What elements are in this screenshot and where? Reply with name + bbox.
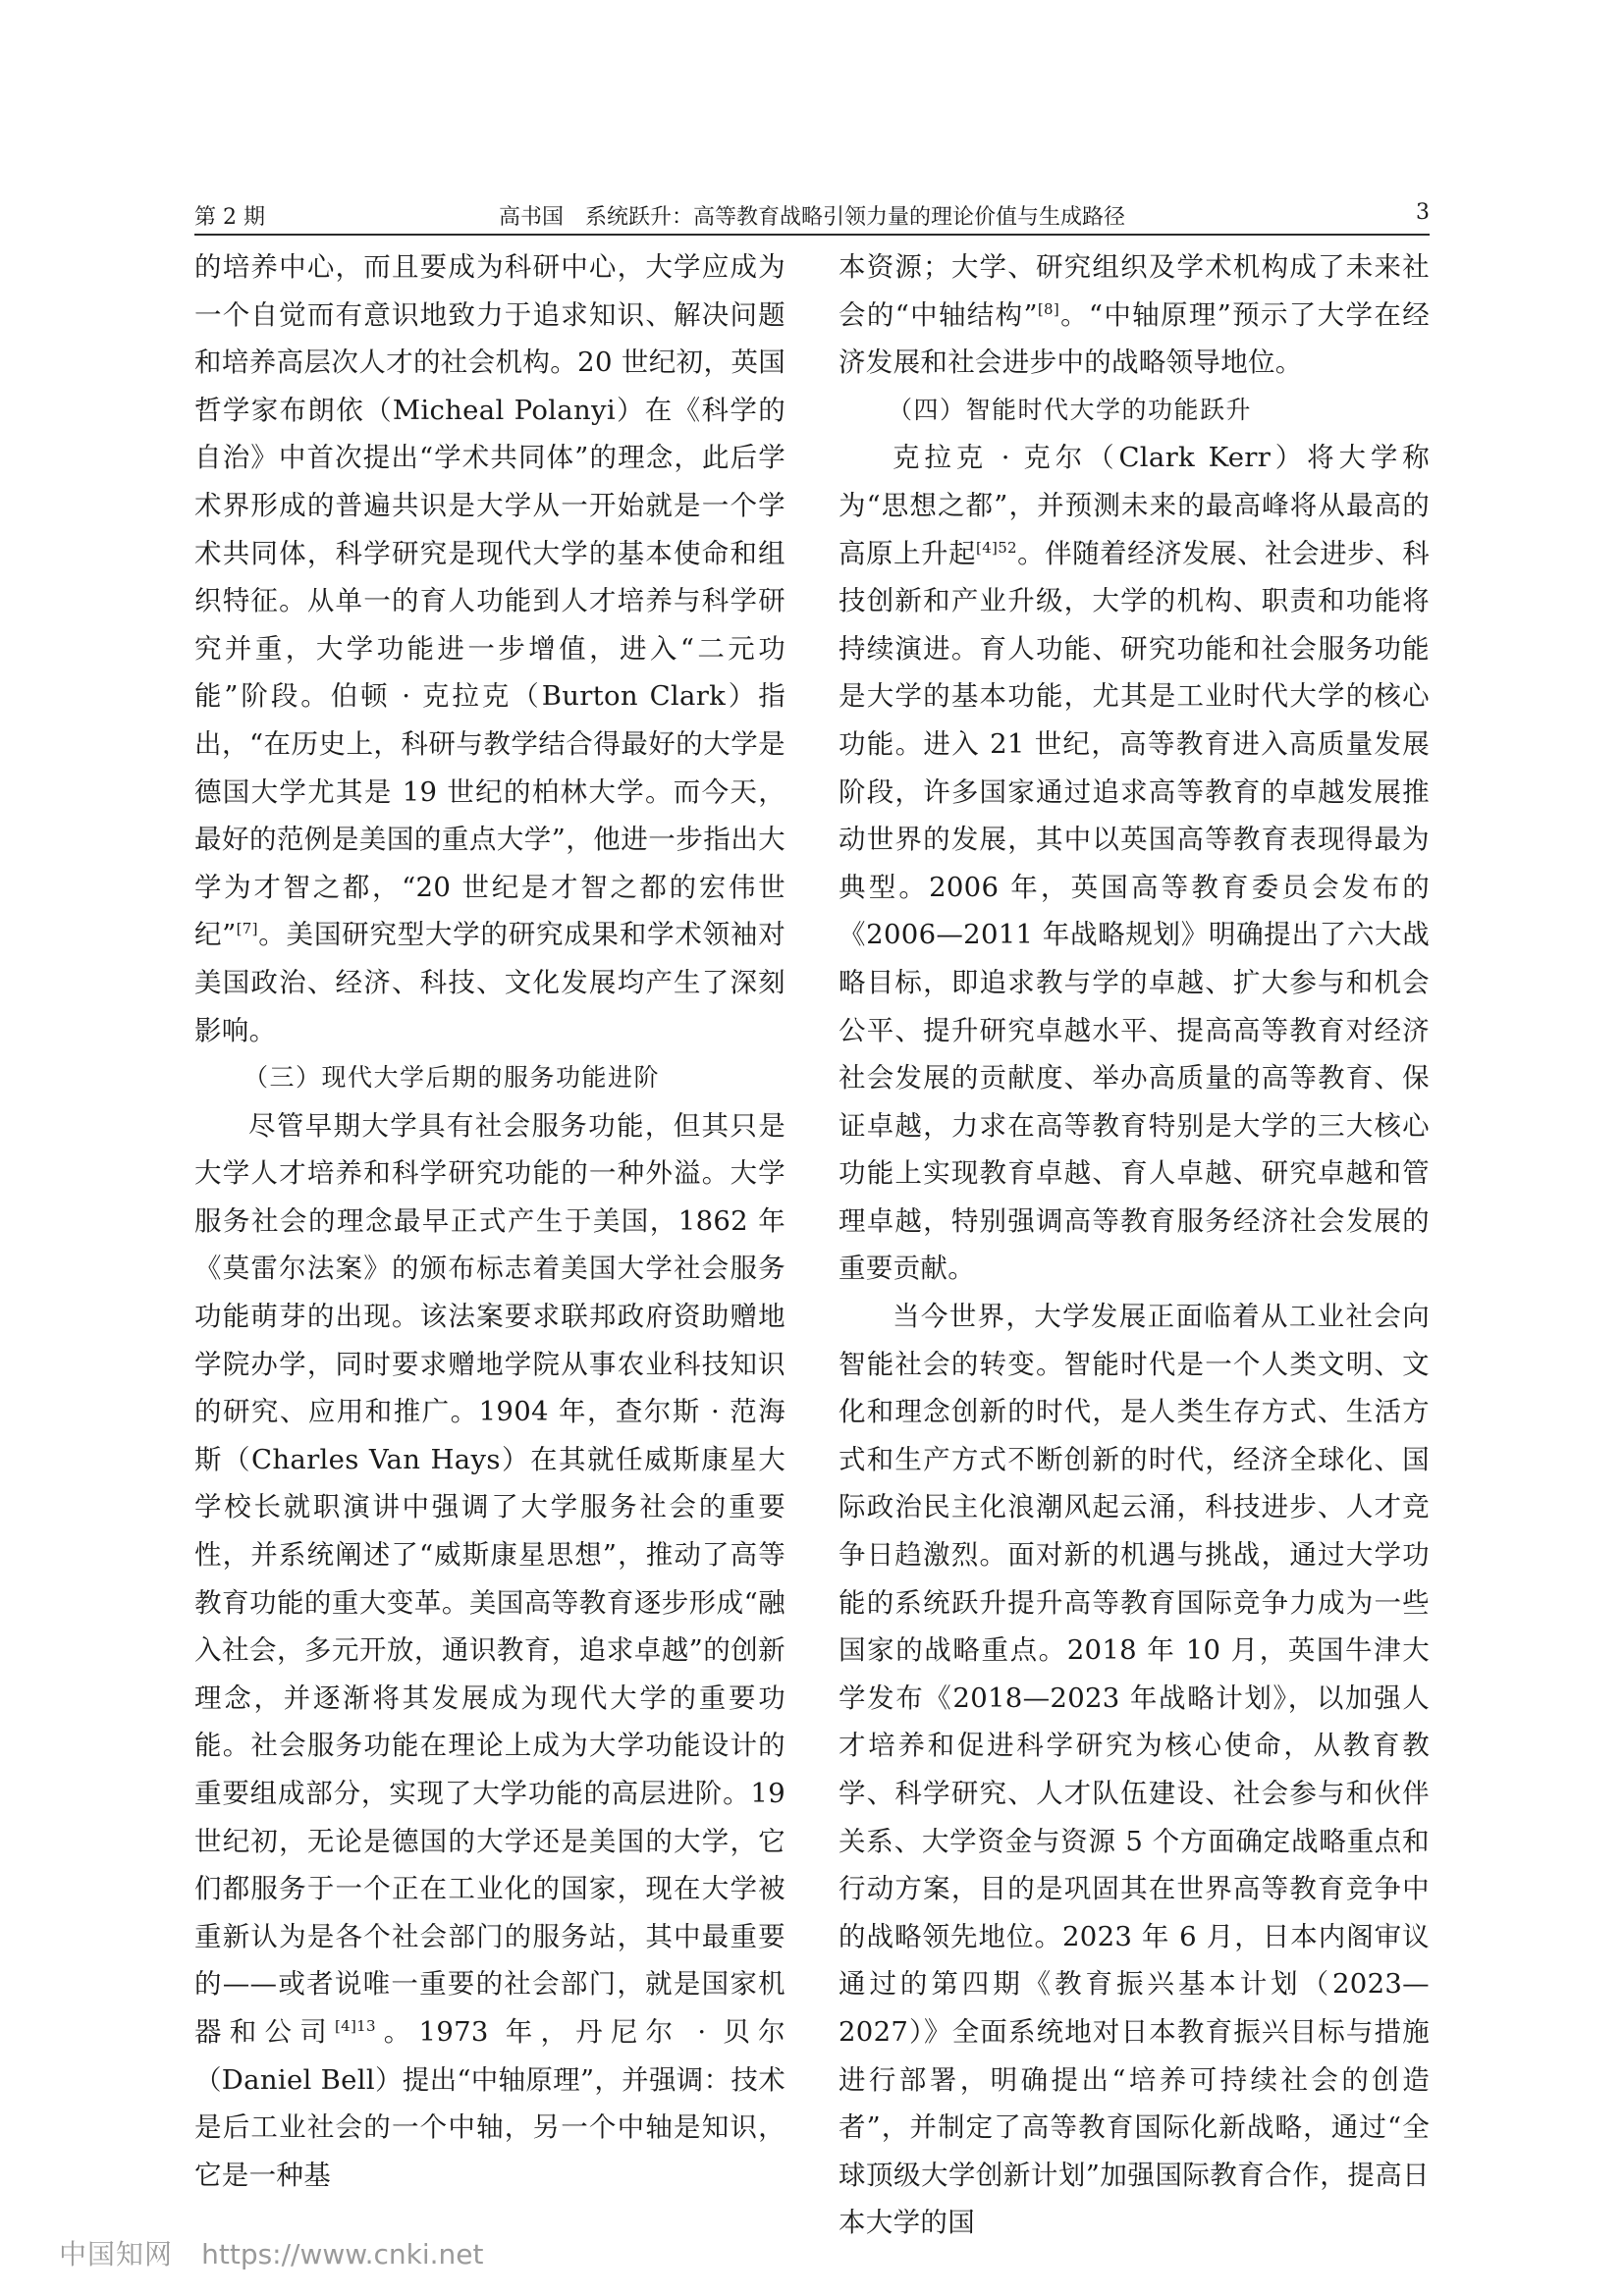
cnki-brand: 中国知网 (59, 2238, 174, 2270)
section-heading: （三）现代大学后期的服务功能进阶 (244, 1063, 661, 1093)
section-heading: （四）智能时代大学的功能跃升 (888, 395, 1253, 424)
paragraph-text: 。美国研究型大学的研究成果和学术领袖对美国政治、经济、科技、文化发展均产生了深刻影响。 (194, 919, 785, 1046)
paragraph-text: 的培养中心，而且要成为科研中心，大学应成为一个自觉而有意识地致力于追求知识、解决问题和培养高层次人才的社会机构。20 世纪初，英国哲学家布朗依（Micheal Polanyi）在《科学的自治》中首次提出“学术共同体”的理念，此后学术界形成的普遍共识是大学从一开始就是一个学术共同体，科学研究是现代大学的基本使命和组织特征。从单一的育人功能到人才培养与科学研究并重，大学功能进一步增值，进入“二元功能”阶段。伯顿 · 克拉克（Burton Clark）指出，“在历史上，科研与教学结合得最好的大学是德国大学尤其是 19 世纪的柏林大学。而今天，最好的范例是美国的重点大学”，他进一步指出大学为才智之都，“20 世纪是才智之都的宏伟世纪” (194, 251, 785, 951)
paragraph-text: 尽管早期大学具有社会服务功能，但其只是大学人才培养和科学研究功能的一种外溢。大学服务社会的理念最早正式产生于美国，1862 年《莫雷尔法案》的颁布标志着美国大学社会服务功能萌芽的出现。该法案要求联邦政府资助赠地学院办学，同时要求赠地学院从事农业科技知识的研究、应用和推广。1904 年，查尔斯 · 范海斯（Charles Van Hays）在其就任威斯康星大学校长就职演讲中强调了大学服务社会的重要性，并系统阐述了“威斯康星思想”，推动了高等教育功能的重大变革。美国高等教育逐步形成“融入社会，多元开放，通识教育，追求卓越”的创新理念，并逐渐将其发展成为现代大学的重要功能。社会服务功能在理论上成为大学功能设计的重要组成部分，实现了大学功能的高层进阶。19 世纪初，无论是德国的大学还是美国的大学，它们都服务于一个正在工业化的国家，现在大学被重新认为是各个社会部门的服务站，其中最重要的——或者说唯一重要的社会部门，就是国家机器和公司 (194, 1109, 785, 2048)
paragraph-text: 。伴随着经济发展、社会进步、科技创新和产业升级，大学的机构、职责和功能将持续演进。育人功能、研究功能和社会服务功能是大学的基本功能，尤其是工业时代大学的核心功能。进入 21 世纪，高等教育进入高质量发展阶段，许多国家通过追求高等教育的卓越发展推动世界的发展，其中以英国高等教育表现得最为典型。2006 年，英国高等教育委员会发布的《2006—2011 年战略规划》明确提出了六大战略目标，即追求教与学的卓越、扩大参与和机会公平、提升研究卓越水平、提高高等教育对经济社会发展的贡献度、举办高质量的高等教育、保证卓越，力求在高等教育特别是大学的三大核心功能上实现教育卓越、育人卓越、研究卓越和管理卓越，特别强调高等教育服务经济社会发展的重要贡献。 (839, 537, 1431, 1285)
watermark-footer (59, 2233, 484, 2272)
citation-ref: [4]13 (334, 2016, 376, 2035)
paragraph-text: 。“中轴原理”预示了大学在经济发展和社会进步中的战略领导地位。 (839, 298, 1430, 379)
paragraph-text: 。1973 年，丹尼尔 · 贝尔（Daniel Bell）提出“中轴原理”，并强调：技术是后工业社会的一个中轴，另一个中轴是知识，它是一种基 (194, 2015, 785, 2191)
paragraph (839, 243, 1430, 387)
page-number: 3 (1416, 200, 1430, 225)
header-rule (194, 234, 1430, 236)
right-column (839, 243, 1430, 2247)
cnki-url: https://www.cnki.net (201, 2238, 484, 2270)
running-title: 高书国 系统跃升：高等教育战略引领力量的理论价值与生成路径 (498, 205, 1125, 230)
page-header (194, 196, 1430, 236)
paragraph (194, 243, 785, 1054)
paragraph: 当今世界，大学发展正面临着从工业社会向智能社会的转变。智能时代是一个人类文明、文化和理念创新的时代，是人类生存方式、生活方式和生产方式不断创新的时代，经济全球化、国际政治民主化浪潮风起云涌，科技进步、人才竞争日趋激烈。面对新的机遇与挑战，通过大学功能的系统跃升提升高等教育国际竞争力成为一些国家的战略重点。2018 年 10 月，英国牛津大学发布《2018—2023 年战略计划》，以加强人才培养和促进科学研究为核心使命，从教育教学、科学研究、人才队伍建设、社会参与和伙伴关系、大学资金与资源 5 个方面确定战略重点和行动方案，目的是巩固其在世界高等教育竞争中的战略领先地位。2023 年 6 月，日本内阁审议通过的第四期《教育振兴基本计划（2023—2027）》全面系统地对日本教育振兴目标与措施进行部署，明确提出“培养可持续社会的创造者”，并制定了高等教育国际化新战略，通过“全球顶级大学创新计划”加强国际教育合作，提高日本大学的国 (839, 1301, 1430, 2239)
citation-ref: [8] (1037, 299, 1060, 318)
paragraph-text: 本资源；大学、研究组织及学术机构成了未来社会的“中轴结构” (839, 251, 1430, 331)
citation-ref: [7] (236, 920, 258, 938)
citation-ref: [4]52 (976, 538, 1017, 557)
paragraph (839, 434, 1430, 1293)
journal-issue: 第 2 期 (194, 205, 265, 230)
paragraph-text: 克拉克 · 克尔（Clark Kerr）将大学称为“思想之都”，并预测未来的最高峰将从最高的高原上升起 (839, 442, 1430, 569)
left-column (194, 243, 785, 2199)
paragraph (194, 1102, 785, 2200)
